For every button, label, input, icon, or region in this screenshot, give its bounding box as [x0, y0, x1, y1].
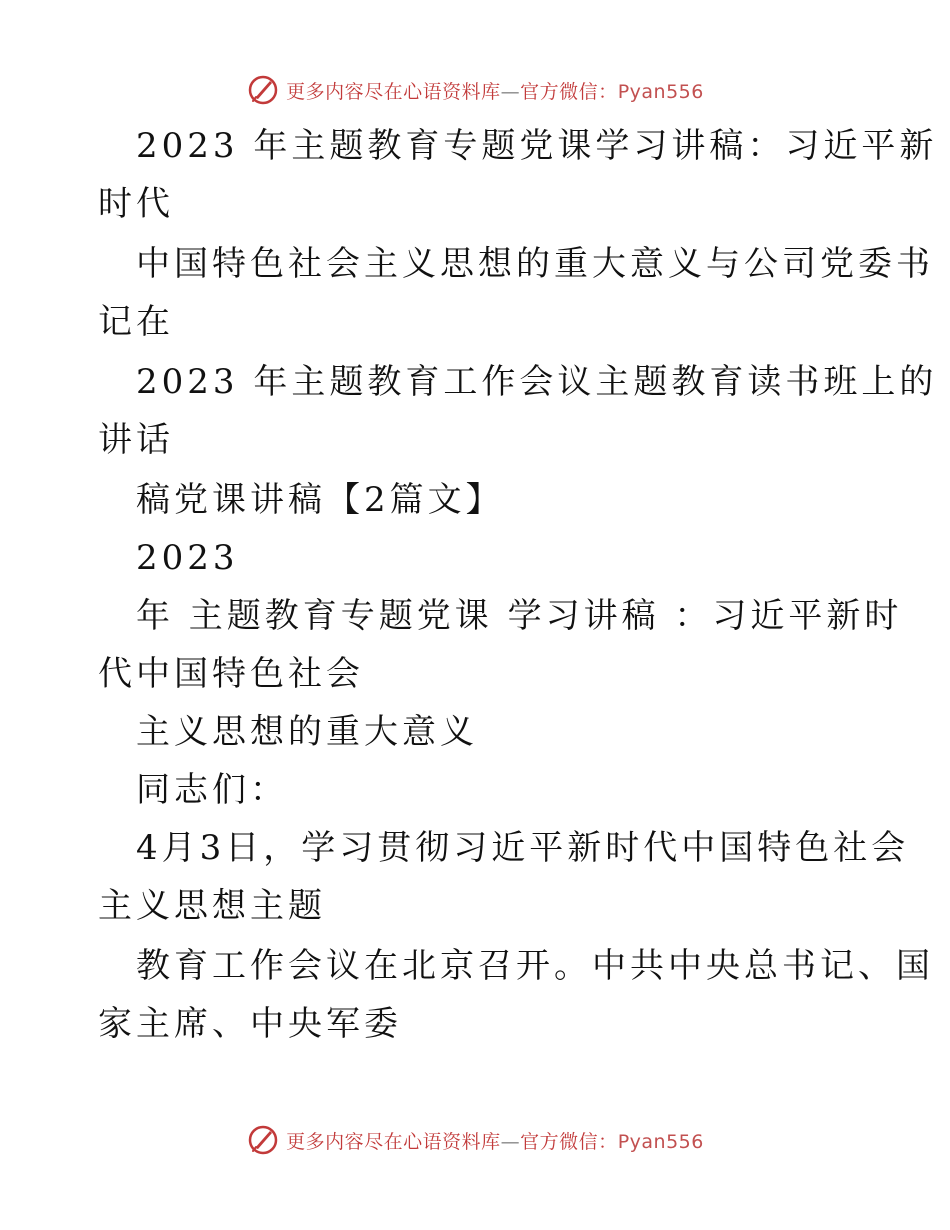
doc-line: 2023 年主题教育专题党课学习讲稿：习近平新 [136, 126, 938, 166]
watermark-wechat-label: 官方微信： [520, 1130, 618, 1153]
doc-line: 稿党课讲稿【2篇文】 [136, 480, 504, 520]
doc-line: 主义思想的重大意义 [136, 712, 478, 752]
doc-line: 记在 [98, 302, 174, 342]
doc-line: 年 主题教育专题党课 学习讲稿 ：习近平新时 [136, 596, 903, 636]
doc-line: 时代 [98, 184, 174, 224]
doc-line: 中国特色社会主义思想的重大意义与公司党委书 [136, 244, 934, 284]
watermark-text [286, 1127, 704, 1154]
header-watermark [0, 70, 950, 110]
watermark-wechat-account: Pyan556 [617, 1130, 704, 1153]
doc-line: 2023 年主题教育工作会议主题教育读书班上的 [136, 362, 938, 402]
doc-line: 讲话 [98, 420, 174, 460]
doc-line: 家主席、中央军委 [98, 1004, 402, 1044]
doc-line: 教育工作会议在北京召开。中共中央总书记、国 [136, 946, 934, 986]
footer-watermark [0, 1120, 950, 1160]
watermark-brand: 更多内容尽在心语资料库 [286, 1130, 501, 1153]
watermark-separator: — [500, 1130, 521, 1153]
quill-circle-icon [246, 73, 280, 107]
watermark-wechat-account: Pyan556 [617, 80, 704, 103]
doc-line: 2023 [136, 538, 239, 578]
doc-line: 同志们： [136, 770, 288, 810]
doc-line: 主义思想主题 [98, 886, 326, 926]
doc-line: 4月3日，学习贯彻习近平新时代中国特色社会 [136, 828, 910, 868]
doc-line: 代中国特色社会 [98, 654, 364, 694]
watermark-wechat-label: 官方微信： [520, 80, 618, 103]
watermark-text [286, 77, 704, 104]
quill-circle-icon [246, 1123, 280, 1157]
watermark-brand: 更多内容尽在心语资料库 [286, 80, 501, 103]
watermark-separator: — [500, 80, 521, 103]
